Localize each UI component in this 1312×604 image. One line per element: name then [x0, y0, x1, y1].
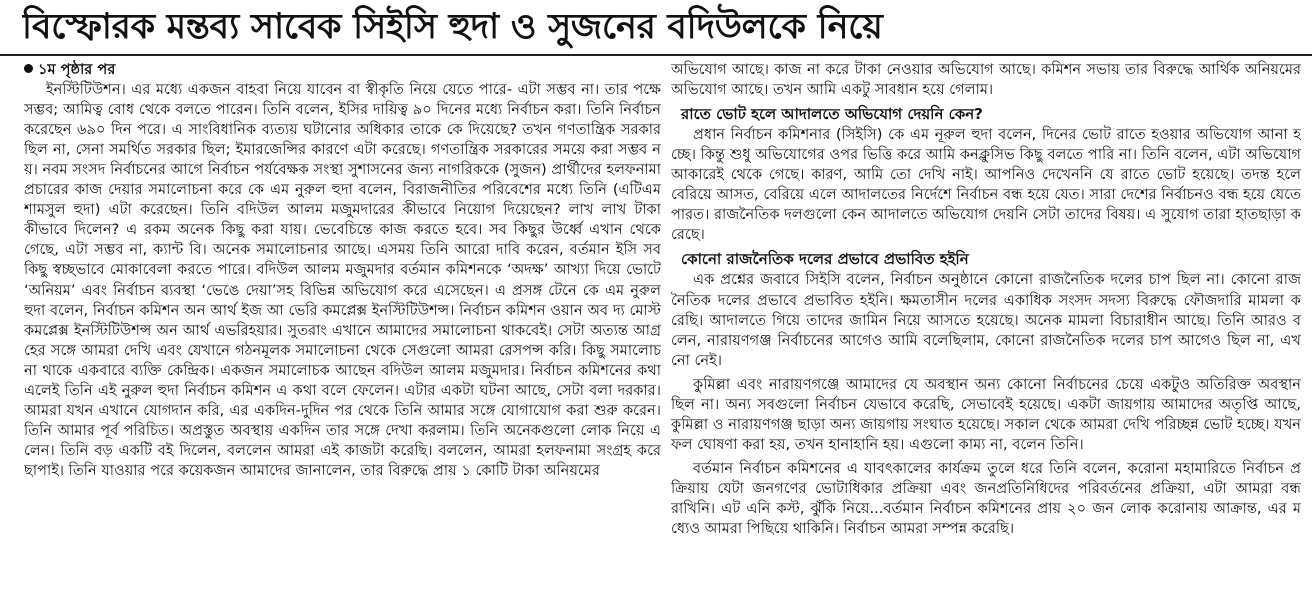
continued-label: ১ম পৃষ্ঠার পর — [38, 61, 116, 78]
bullet-icon — [24, 64, 33, 73]
right-column — [671, 60, 1301, 600]
article-paragraph: কুমিল্লা এবং নারায়ণগঞ্জে আমাদের যে অবস্থান অন্য কোনো নির্বাচনের চেয়ে একটুও অতিরিক্ত অবস্থান ছিল না। অন্য সবগুলো নির্বাচন যেভাবে করেছি, সেভাবেই হয়েছে। একটা জায়গায় আমাদের অতৃপ্তি আছে, কুমিল্লা ও নারায়ণগঞ্জ ছাড়া অন্য জায়গায় সংঘাত হয়েছে। সকাল থেকে আমরা দেখি পরিচ্ছন্ন ভোট হচ্ছে। যখন ফল ঘোষণা করা হয়, তখন হানাহানি হয়। এগুলো কাম্য না, বলেন তিনি। — [671, 375, 1301, 453]
article-paragraph: বর্তমান নির্বাচন কমিশনের এ যাবৎকালের কার্যক্রম তুলে ধরে তিনি বলেন, করোনা মহামারিতে নির্বাচন প্রক্রিয়ায় যেটা জনগণের ভোটাধিকার প্রক্রিয়া এবং জনপ্রতিনিধিদের পরিবর্তনের প্রক্রিয়া, এটা আমরা বন্ধ রাখিনি। এট এনি কস্ট, ঝুঁকি নিয়ে...বর্তমান নির্বাচন কমিশনের প্রায় ২০ জন লোক করোনায় আক্রান্ত, এর মধ্যেও আমরা পিছিয়ে থাকিনি। নির্বাচন আমরা সম্পন্ন করেছি। — [671, 459, 1301, 538]
article-paragraph: ইনস্টিটিউশন। এর মধ্যে একজন বাহবা নিয়ে যাবেন বা স্বীকৃতি নিয়ে যেতে পারে- এটা সম্ভব না। তার পক্ষে সম্ভব; আমিত্ব বোধ থেকে বলতে পারেন। তিনি বলেন, ইসির দায়িত্ব ৯০ দিনের মধ্যে নির্বাচন করা। তিনি নির্বাচন করেছেন ৬৯০ দিন পরে। এ সাংবিধানিক ব্যত্যয় ঘটানোর অধিকার তাকে কে দিয়েছে? তখন গণতান্ত্রিক সরকার ছিল না, সেনা সমর্থিত সরকার ছিল; ইমারজেন্সির কারণে এটা করেছে। গণতান্ত্রিক সরকারের সময়ে করা সম্ভব নয়। নবম সংসদ নির্বাচনের আগে নির্বাচন পর্যবেক্ষক সংস্থা সুশাসনের জন্য নাগরিককে (সুজন) প্রার্থীদের হলফনামা প্রচারের কাজ দেয়ার সমালোচনা করে কে এম নুরুল হুদা বলেন, বিরাজনীতির পরিবেশের মধ্যে তিনি (এটিএম শামসুল হুদা) এটা করেছেন। তিনি বদিউল আলম মজুমদারের কীভাবে নিয়োগ দিয়েছেন? লাখ লাখ টাকা কীভাবে দিলেন? এ রকম অনেক কিছু করা যায়। ভেবেচিন্তে কাজ করতে হবে। সব কিছুর উর্ধ্বে এখান থেকে গেছে, এটা সম্ভব না, ক্যান্ট বি। অনেক সমালোচনার আছে। এসময় তিনি আরো দাবি করেন, বর্তমান ইসি সব কিছু স্বচ্ছভাবে মোকাবেলা করতে পারে। বদিউল আলম মজুমদার বর্তমান কমিশনকে ‘অদক্ষ’ আখ্যা দিয়ে ভোটে ‘অনিয়ম’ এবং নির্বাচন ব্যবস্থা ‘ভেঙে দেয়া’সহ বিভিন্ন অভিযোগ করে এসেছেন। এ প্রসঙ্গ টেনে কে এম নুরুল হুদা বলেন, নির্বাচন কমিশন অন আর্থ ইজ আ ভেরি কমপ্লেক্স ইনস্টিটিউশন্স। নির্বাচন কমিশন ওয়ান অব দ্য মোস্ট কমপ্লেক্স ইনস্টিটিউশন্স অন আর্থ এভরিহয়ার। সুতরাং এখানে আমাদের সমালোচনা থাকবেই। সেটা অত্যন্ত আগ্রহের সঙ্গে আমরা দেখি এবং যেখানে গঠনমূলক সমালোচনা থেকে সেগুলো আমরা রেসপন্স করি। কিছু সমালোচনা থাকে একবারে ব্যক্তি কেন্দ্রিক। একজন সমালোচক আছেন বদিউল আলম মজুমদার। নির্বাচন কমিশনের কথা এলেই তিনি এই নুরুল হুদা নির্বাচন কমিশন এ কথা বলে ফেলেন। এটার একটা ঘটনা আছে, সেটা বলা দরকার। আমরা যখন এখানে যোগদান করি, এর একদিন-দুদিন পর থেকে তিনি আমার সঙ্গে যোগাযোগ করা শুরু করেন। তিনি আমার পূর্ব পরিচিত। অপ্রস্তুত অবস্থায় একদিন তার সঙ্গে দেখা করলাম। তিনি অনেকগুলো লোক নিয়ে এলেন। তিনি বড় একটি বই দিলেন, বললেন আমরা এই কাজটা করেছি। বললেন, আমরা হলফনামা সংগ্রহ করে ছাপাই। তিনি যাওয়ার পরে কয়েকজন আমাদের জানালেন, তার বিরুদ্ধে প্রায় ১ কোটি টাকা অনিয়মের — [24, 81, 661, 479]
headline-rule — [0, 54, 1312, 56]
continued-from-marker — [24, 60, 661, 80]
article-paragraph: প্রধান নির্বাচন কমিশনার (সিইসি) কে এম নূরুল হুদা বলেন, দিনের ভোট রাতে হওয়ার অভিযোগ আনা হচ্ছে। কিন্তু শুধু অভিযোগের ওপর ভিত্তি করে আমি কনক্লুসিভ কিছু বলতে পারি না। তিনি বলেন, এটা অভিযোগ আকারেই থেকে গেছে। কারণ, আমি তো দেখি নাই। আপনিও দেখেননি যে রাতে ভোট হয়েছে। তদন্ত হলে বেরিয়ে আসত, বেরিয়ে এলে আদালতের নির্দেশে নির্বাচন বন্ধ হয়ে যেত। সারা দেশের নির্বাচনও বন্ধ হয়ে যেতে পারত। রাজনৈতিক দলগুলো কেন আদালতে অভিযোগ দেয়নি সেটা তাদের বিষয়। এ সুযোগ তারা হাতছাড়া করেছে। — [671, 126, 1301, 244]
article-paragraph: অভিযোগ আছে। কাজ না করে টাকা নেওয়ার অভিযোগ আছে। কমিশন সভায় তার বিরুদ্ধে আর্থিক অনিয়মের অভিযোগ আছে। তখন আমি একটু সাবধান হয়ে গেলাম। — [671, 61, 1301, 99]
headline: বিস্ফোরক মন্তব্য সাবেক সিইসি হুদা ও সুজনের বদিউলকে নিয়ে — [22, 7, 883, 47]
article-paragraph: এক প্রশ্নের জবাবে সিইসি বলেন, নির্বাচন অনুষ্ঠানে কোনো রাজনৈতিক দলের চাপ ছিল না। কোনো রাজনৈতিক দলের প্রভাবে প্রভাবিত হইনি। ক্ষমতাসীন দলের একাধিক সংসদ সদস্য বিরুদ্ধে ফৌজদারি মামলা করেছি। আদালতে গিয়ে তাদের জামিন নিয়ে আসতে হয়েছে। অনেক মামলা বিচারাধীন আছে। তিনি আরও বলেন, নারায়ণগঞ্জ নির্বাচনের আগেও আমি বলেছিলাম, কোনো রাজনৈতিক দলের চাপ আগেও ছিল না, এখনো নেই। — [671, 271, 1301, 369]
subheading: কোনো রাজনৈতিক দলের প্রভাবে প্রভাবিত হইনি — [681, 250, 969, 269]
left-column — [24, 60, 661, 600]
subheading: রাতে ভোট হলে আদালতে অভিযোগ দেয়নি কেন? — [681, 105, 983, 124]
